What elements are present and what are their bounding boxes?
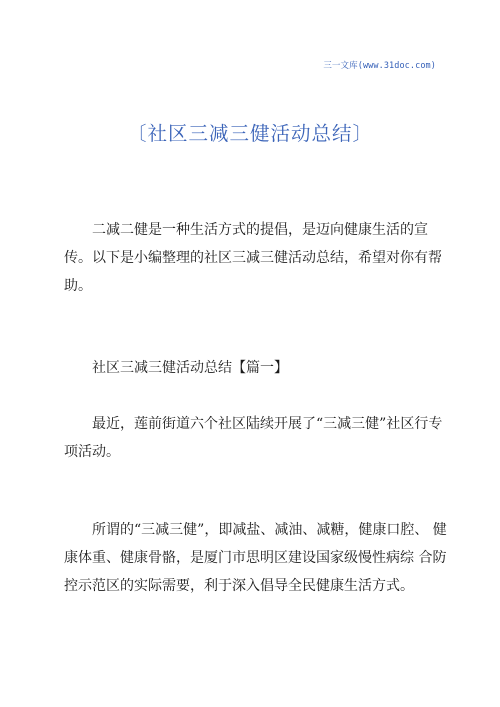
- section-heading: 社区三减三健活动总结【篇一】: [92, 360, 288, 376]
- body-paragraph-1: 最近，莲前街道六个社区陆续开展了“三减三健”社区行专项活动。: [64, 416, 443, 460]
- document-title: 〔社区三减三健活动总结〕: [126, 122, 373, 145]
- source-watermark: 三一文库(www.31doc.com): [323, 61, 436, 71]
- body-paragraph-2: 所谓的“三减三健”，即减盐、减油、减糖，健康口腔、 健康体重、健康骨骼，是厦门市思明区建设国家级慢性病综 合防控示范区的实际需要，利于深入倡导全民健康生活方式。: [64, 522, 447, 594]
- intro-paragraph: 二减二健是一种生活方式的提倡，是迈向健康生活的宣传。以下是小编整理的社区三减三健活动总结，希望对你有帮助。: [64, 222, 442, 294]
